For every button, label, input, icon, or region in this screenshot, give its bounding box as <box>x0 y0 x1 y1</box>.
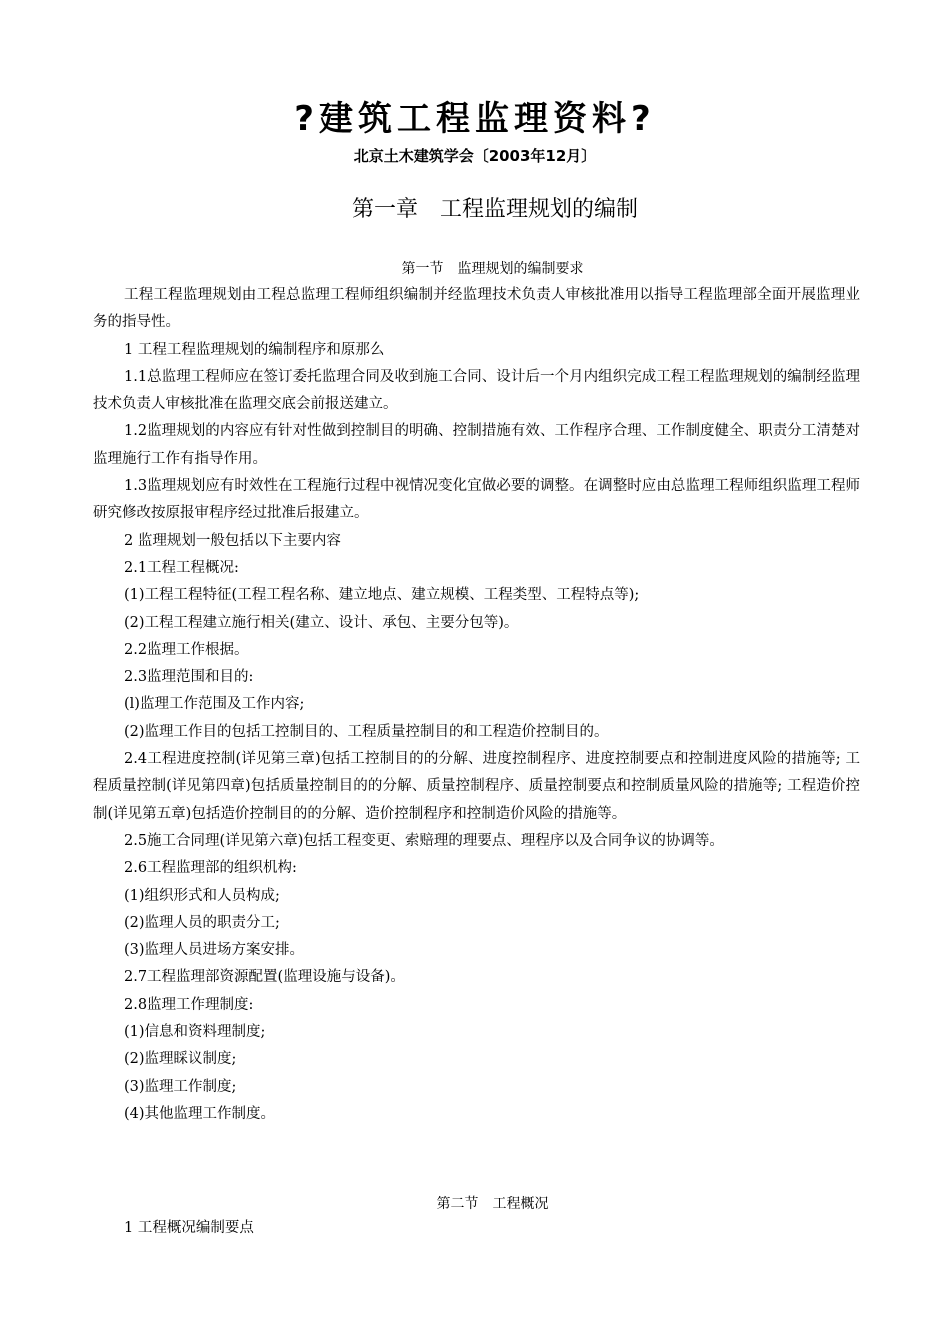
paragraph: (2)监理睬议制度; <box>124 1051 237 1068</box>
paragraph: 1 工程概况编制要点 <box>124 1220 254 1236</box>
section-heading: 第二节 工程概况 <box>436 1196 549 1212</box>
paragraph: 2 监理规划一般包括以下主要内容 <box>124 532 341 549</box>
paragraph: 1.3监理规划应有时效性在工程施行过程中视情况变化宜做必要的调整。在调整时应由总监理工程师组织监理工程师研究修改按原报审程序经过批准后报建立。 <box>93 478 860 522</box>
document-subtitle: 北京土木建筑学会〔2003年12月〕 <box>353 147 597 165</box>
paragraph: 2.8监理工作理制度: <box>124 996 254 1013</box>
section-body <box>93 282 860 1128</box>
paragraph: 2.6工程监理部的组织机构: <box>124 860 297 877</box>
paragraph: (l)监理工作范围及工作内容; <box>124 696 305 713</box>
paragraph: 2.4工程进度控制(详见第三章)包括工控制目的的分解、进度控制程序、进度控制要点和控制进度风险的措施等; 工程质量控制(详见第四章)包括质量控制目的的分解、质量控制程序、质量控制要点和控制质量风险的措施等; 工程造价控制(详见第五章)包括造价控制目的的分解、造价控制程序和控制造价风险的措施等。 <box>93 751 860 822</box>
paragraph: (4)其他监理工作制度。 <box>124 1105 276 1122</box>
paragraph: (3)监理人员进场方案安排。 <box>124 942 305 959</box>
paragraph: (1)工程工程特征(工程工程名称、建立地点、建立规模、工程类型、工程特点等); <box>124 587 640 604</box>
paragraph: 2.1工程工程概况: <box>124 559 239 576</box>
paragraph: (3)监理工作制度; <box>124 1078 237 1095</box>
chapter-heading: 第一章 工程监理规划的编制 <box>351 197 638 222</box>
paragraph: (2)监理人员的职责分工; <box>124 914 280 931</box>
paragraph: (2)监理工作目的包括工控制目的、工程质量控制目的和工程造价控制目的。 <box>124 723 609 740</box>
paragraph: 1.1总监理工程师应在签订委托监理合同及收到施工合同、设计后一个月内组织完成工程工程监理规划的编制经监理技术负责人审核批准在监理交底会前报送建立。 <box>93 368 860 413</box>
paragraph: 1 工程工程监理规划的编制程序和原那么 <box>124 341 385 358</box>
paragraph: 工程工程监理规划由工程总监理工程师组织编制并经监理技术负责人审核批准用以指导工程监理部全面开展监理业务的指导性。 <box>93 287 860 331</box>
document-title: ?建筑工程监理资料? <box>294 99 656 139</box>
paragraph: (1)信息和资料理制度; <box>124 1024 266 1041</box>
paragraph: 2.5施工合同理(详见第六章)包括工程变更、索赔理的理要点、理程序以及合同争议的协调等。 <box>124 832 724 849</box>
paragraph: (1)组织形式和人员构成; <box>124 887 280 904</box>
paragraph: (2)工程工程建立施行相关(建立、设计、承包、主要分包等)。 <box>124 614 519 631</box>
paragraph: 2.3监理范围和目的: <box>124 669 254 686</box>
paragraph: 1.2监理规划的内容应有针对性做到控制目的明确、控制措施有效、工作程序合理、工作制度健全、职责分工清楚对监理施行工作有指导作用。 <box>93 423 860 467</box>
paragraph: 2.7工程监理部资源配置(监理设施与设备)。 <box>124 969 405 986</box>
section-heading: 第一节 监理规划的编制要求 <box>401 261 584 277</box>
section-body <box>93 1215 860 1242</box>
paragraph: 2.2监理工作根据。 <box>124 641 249 658</box>
